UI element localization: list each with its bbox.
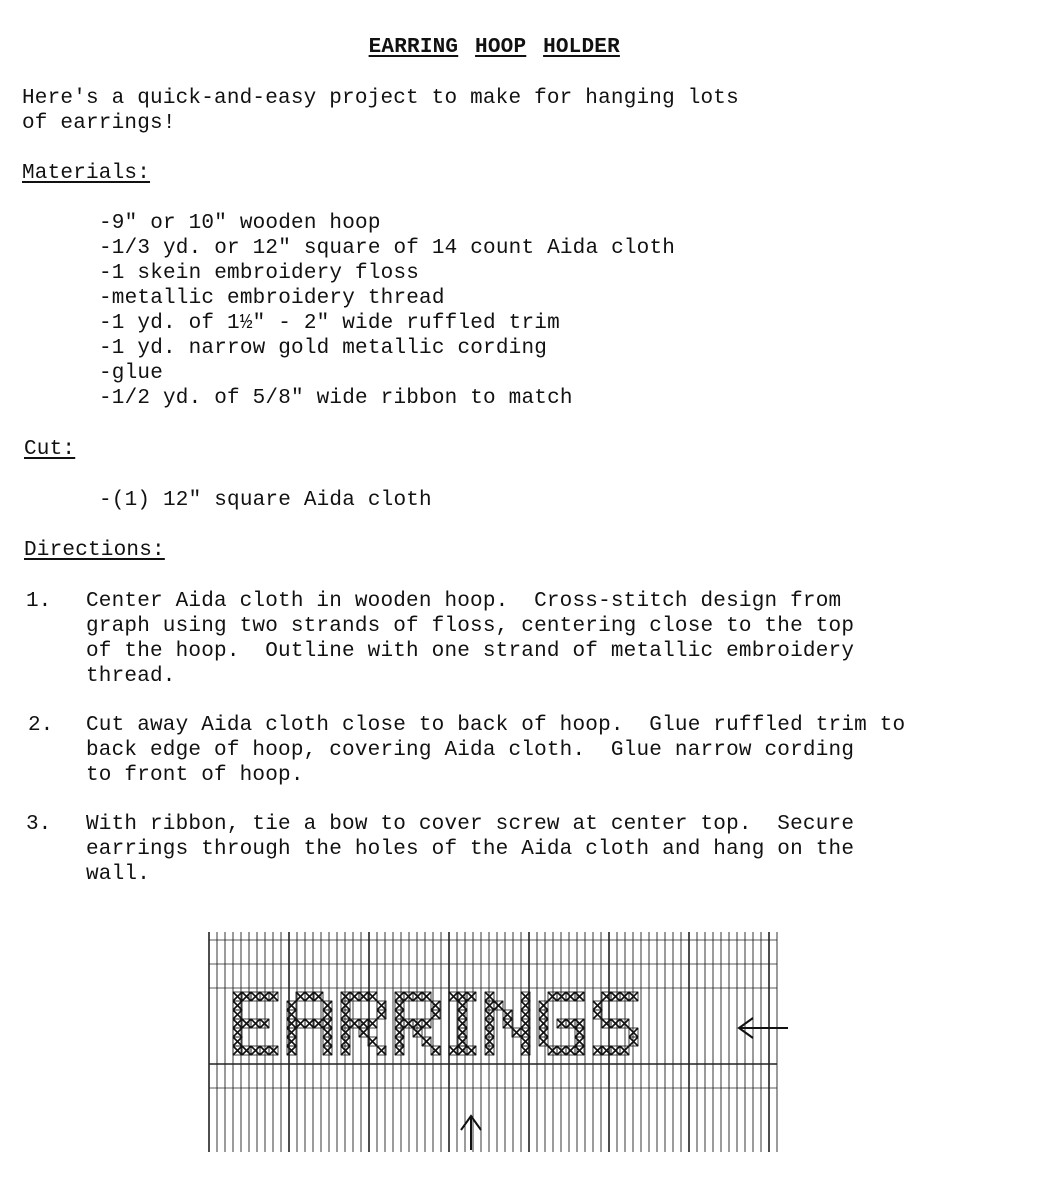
stitch-cross: [413, 1028, 422, 1037]
stitch-cross: [341, 1001, 350, 1010]
title-word-3: HOLDER: [543, 36, 620, 59]
stitch-cross: [341, 1010, 350, 1019]
stitch-cross: [611, 1019, 620, 1028]
intro-line-1: Here's a quick-and-easy project to make for hanging lots: [22, 87, 739, 110]
stitch-cross: [314, 1019, 323, 1028]
stitch-cross: [485, 992, 494, 1001]
stitch-cross: [503, 1019, 512, 1028]
stitch-cross: [431, 1010, 440, 1019]
stitch-cross: [404, 1019, 413, 1028]
materials-item: -1 yd. of 1½" - 2" wide ruffled trim: [99, 312, 560, 335]
stitch-cross: [269, 1046, 278, 1055]
stitch-cross: [629, 1037, 638, 1046]
stitch-cross: [323, 1001, 332, 1010]
vertical-center-arrow: [461, 1116, 481, 1150]
stitch-cross: [323, 1037, 332, 1046]
materials-item: -metallic embroidery thread: [99, 287, 445, 310]
stitch-cross: [323, 1046, 332, 1055]
materials-item: -glue: [99, 362, 164, 385]
stitch-cross: [341, 992, 350, 1001]
step-line: Cut away Aida cloth close to back of hoop. Glue ruffled trim to: [86, 714, 906, 737]
stitch-cross: [566, 992, 575, 1001]
stitch-cross: [395, 1001, 404, 1010]
stitch-cross: [323, 1028, 332, 1037]
step-line: of the hoop. Outline with one strand of metallic embroidery: [86, 640, 855, 663]
stitch-cross: [620, 1019, 629, 1028]
materials-item: -1/2 yd. of 5/8" wide ribbon to match: [99, 387, 573, 410]
step-line: earrings through the holes of the Aida cloth and hang on the: [86, 838, 855, 861]
stitch-cross: [548, 992, 557, 1001]
stitch-cross: [359, 1028, 368, 1037]
stitch-cross: [575, 1019, 584, 1028]
stitch-cross: [548, 1046, 557, 1055]
stitch-cross: [503, 1010, 512, 1019]
step-number: 1.: [26, 590, 52, 613]
stitch-cross: [431, 1046, 440, 1055]
stitch-cross: [557, 1046, 566, 1055]
stitch-cross: [467, 1046, 476, 1055]
stitch-cross: [539, 1037, 548, 1046]
cross-stitch-chart: [203, 928, 788, 1156]
stitch-cross: [458, 1037, 467, 1046]
stitch-cross: [458, 1046, 467, 1055]
stitch-cross: [323, 1010, 332, 1019]
stitch-cross: [341, 1046, 350, 1055]
materials-item: -1 yd. narrow gold metallic cording: [99, 337, 548, 360]
stitch-cross: [494, 1001, 503, 1010]
stitch-cross: [485, 1046, 494, 1055]
stitch-cross: [395, 1046, 404, 1055]
stitch-cross: [422, 992, 431, 1001]
step-line: wall.: [86, 863, 151, 886]
stitch-cross: [395, 1028, 404, 1037]
stitch-cross: [557, 1019, 566, 1028]
chart-grid: [209, 932, 777, 1152]
stitch-cross: [422, 1037, 431, 1046]
stitch-cross: [458, 992, 467, 1001]
directions-heading: Directions:: [24, 539, 165, 562]
stitch-cross: [458, 1010, 467, 1019]
stitch-cross: [251, 1046, 260, 1055]
stitch-cross: [620, 992, 629, 1001]
stitch-cross: [395, 1010, 404, 1019]
stitch-cross: [629, 992, 638, 1001]
stitch-cross: [350, 1019, 359, 1028]
stitch-cross: [260, 1046, 269, 1055]
stitch-cross: [260, 992, 269, 1001]
stitch-cross: [359, 992, 368, 1001]
stitch-cross: [359, 1019, 368, 1028]
title-word-1: EARRING: [368, 36, 459, 59]
stitch-cross: [575, 992, 584, 1001]
step-line: to front of hoop.: [86, 764, 304, 787]
stitch-cross: [485, 1019, 494, 1028]
stitch-cross: [269, 992, 278, 1001]
stitch-cross: [431, 1001, 440, 1010]
step-line: Center Aida cloth in wooden hoop. Cross-stitch design from: [86, 590, 842, 613]
stitch-cross: [251, 1019, 260, 1028]
stitch-cross: [485, 1001, 494, 1010]
stitch-cross: [458, 1001, 467, 1010]
stitch-cross: [395, 1019, 404, 1028]
stitch-cross: [395, 992, 404, 1001]
title-word-2: HOOP: [475, 36, 527, 59]
stitch-cross: [242, 1046, 251, 1055]
stitch-cross: [575, 1028, 584, 1037]
stitch-cross: [242, 1019, 251, 1028]
stitch-cross: [539, 1001, 548, 1010]
stitch-cross: [557, 992, 566, 1001]
stitch-cross: [341, 1019, 350, 1028]
stitch-cross: [458, 1019, 467, 1028]
cut-item: -(1) 12" square Aida cloth: [99, 489, 432, 512]
stitch-cross: [575, 1046, 584, 1055]
stitch-cross: [566, 1046, 575, 1055]
stitch-cross: [242, 992, 251, 1001]
step-line: back edge of hoop, covering Aida cloth. Glue narrow cording: [86, 739, 855, 762]
stitch-cross: [629, 1028, 638, 1037]
stitch-cross: [314, 992, 323, 1001]
stitch-cross: [539, 1010, 548, 1019]
stitch-cross: [422, 1019, 431, 1028]
stitch-cross: [251, 992, 260, 1001]
step-line: graph using two strands of floss, centering close to the top: [86, 615, 855, 638]
materials-heading: Materials:: [22, 162, 151, 185]
stitch-cross: [341, 1028, 350, 1037]
stitch-cross: [611, 992, 620, 1001]
step-line: thread.: [86, 665, 176, 688]
materials-item: -9" or 10" wooden hoop: [99, 212, 381, 235]
step-number: 3.: [26, 813, 52, 836]
materials-item: -1/3 yd. or 12" square of 14 count Aida cloth: [99, 237, 676, 260]
stitch-cross: [260, 1019, 269, 1028]
materials-item: -1 skein embroidery floss: [99, 262, 420, 285]
step-line: With ribbon, tie a bow to cover screw at center top. Secure: [86, 813, 855, 836]
stitch-cross: [341, 1037, 350, 1046]
stitch-cross: [575, 1037, 584, 1046]
stitch-cross: [413, 992, 422, 1001]
stitch-cross: [323, 1019, 332, 1028]
stitch-cross: [485, 1037, 494, 1046]
stitch-cross: [395, 1037, 404, 1046]
horizontal-center-arrow: [739, 1018, 788, 1038]
stitch-cross: [620, 1046, 629, 1055]
stitch-cross: [539, 1028, 548, 1037]
stitch-cross: [611, 1046, 620, 1055]
step-number: 2.: [28, 714, 54, 737]
stitch-cross: [485, 1028, 494, 1037]
stitch-cross: [539, 1019, 548, 1028]
page-title: [335, 10, 620, 60]
stitch-cross: [485, 1010, 494, 1019]
stitch-cross: [467, 992, 476, 1001]
stitch-cross: [413, 1019, 422, 1028]
stitch-cross: [404, 992, 413, 1001]
cut-heading: Cut:: [24, 438, 76, 461]
stitch-cross: [458, 1028, 467, 1037]
stitch-cross: [350, 992, 359, 1001]
stitch-cross: [566, 1019, 575, 1028]
intro-line-2: of earrings!: [22, 112, 176, 135]
